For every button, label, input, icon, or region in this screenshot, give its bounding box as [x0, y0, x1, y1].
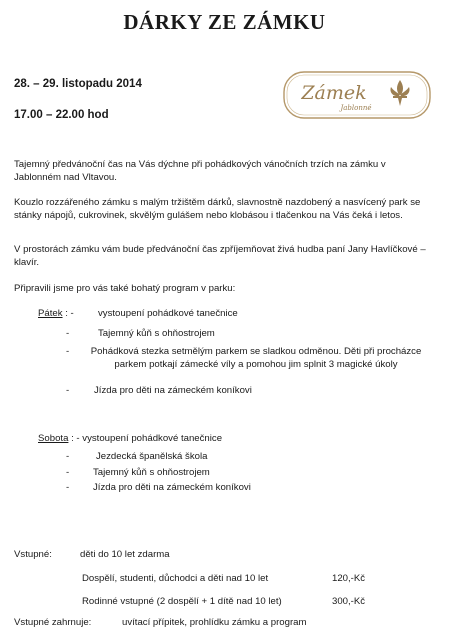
patek-first-item: vystoupení pohádkové tanečnice [98, 308, 238, 319]
sobota-label: Sobota [38, 433, 69, 444]
list-dash: - [66, 482, 70, 493]
price-row-value: 120,-Kč [332, 573, 366, 584]
sobota-item: Jízda pro děti na zámeckém koníkovi [93, 482, 251, 493]
price-row-value: 300,-Kč [332, 596, 366, 607]
zahrnuje-text: uvítací přípitek, prohlídku zámku a program [122, 617, 307, 628]
music-paragraph: V prostorách zámku vám bude předvánoční čas zpříjemňovat živá hudba paní Jany Havlíčkové – klavír. [14, 244, 426, 269]
program-intro: Připravili jsme pro vás také bohatý program v parku: [14, 283, 236, 294]
price-row-label: Rodinné vstupné (2 dospělí + 1 dítě nad 10 let) [82, 596, 282, 607]
patek-item: Pohádková stezka setmělým parkem se sladkou odměnou. Děti při procházce parkem potkají zámecké víly a pomohou jim splnit 3 magické úkoly [90, 346, 422, 371]
list-dash: - [66, 328, 70, 339]
list-dash: - [66, 346, 70, 357]
vstupne-free: děti do 10 let zdarma [80, 549, 170, 560]
description-paragraph: Kouzlo rozzářeného zámku s malým tržištěm dárků, slavnostně nazdobený a nasvícený park se stánky nápojů, cukrovinek, skvělým gulášem nebo klobásou i tlačenkou na Vás čeká i letos. [14, 197, 421, 222]
logo-sub-text: Jablonné [340, 104, 372, 112]
sobota-separator: : - vystoupení pohádkové tanečnice [71, 433, 223, 444]
event-time: 17.00 – 22.00 hod [14, 109, 109, 121]
sobota-item: Jezdecká španělská škola [96, 451, 208, 462]
page-title: DÁRKY ZE ZÁMKU [123, 10, 326, 34]
vstupne-label: Vstupné: [14, 549, 52, 560]
patek-label: Pátek [38, 308, 63, 319]
patek-heading [38, 307, 74, 320]
sobota-item: Tajemný kůň s ohňostrojem [93, 467, 210, 478]
list-dash: - [66, 467, 70, 478]
fleur-de-lis-icon [390, 80, 409, 106]
patek-item: Jízda pro děti na zámeckém koníkovi [94, 385, 252, 396]
intro-paragraph: Tajemný předvánoční čas na Vás dýchne při pohádkových vánočních trzích na zámku v Jablonném nad Vltavou. [14, 159, 386, 184]
logo-script-text: Zámek [301, 82, 367, 104]
patek-separator: : - [65, 308, 74, 319]
patek-item: Tajemný kůň s ohňostrojem [98, 328, 215, 339]
zahrnuje-label: Vstupné zahrnuje: [14, 617, 92, 628]
list-dash: - [66, 385, 70, 396]
zamek-logo [282, 70, 432, 120]
sobota-heading [38, 432, 222, 445]
event-date: 28. – 29. listopadu 2014 [14, 78, 142, 90]
list-dash: - [66, 451, 70, 462]
price-row-label: Dospělí, studenti, důchodci a děti nad 10 let [82, 573, 269, 584]
